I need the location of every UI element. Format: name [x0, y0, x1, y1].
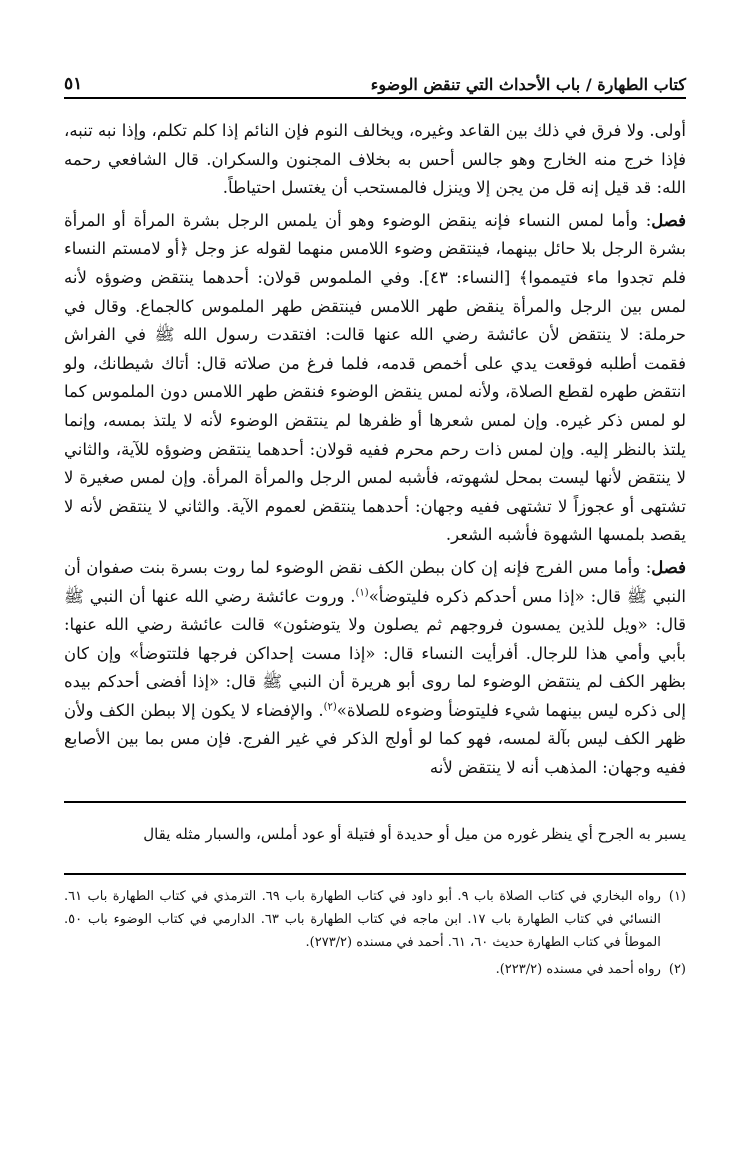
paragraph-2 — [64, 207, 686, 550]
paragraph-2-text: : وأما لمس النساء فإنه ينقض الوضوء وهو أن يلمس الرجل بشرة المرأة أو المرأة بشرة الرجل بلا حائل بينهما، فينتقض وضوء اللامس منهما لقوله عز وجل ﴿أو لامستم النساء فلم تجدوا ماء فتيمموا﴾ [النساء: ٤٣]. وفي الملموس قولان: أحدهما ينتقض وضوؤه لأنه لمس بين الرجل والمرأة ينقض طهر اللامس فينتقض طهر الملموس كالجماع. وقال في حرملة: لا ينتقض لأن عائشة رضي الله عنها قالت: افتقدت رسول الله ﷺ في الفراش فقمت أطلبه فوقعت يدي على أخمص قدمه، فلما فرغ من صلاته قال: أتاك شيطانك، ولو انتقض طهره لقطع الصلاة، ولأنه لمس ينقض الوضوء فنقض طهر اللامس دون الملموس كما لو لمس ذكر غيره. وإن لمس شعرها أو ظفرها لم ينتقض الوضوء لأنه لا يلتذ بمسه، وإنما يلتذ بالنظر إليه. وإن لمس ذات رحم محرم ففيه قولان: أحدهما ينتقض وضوؤه للآية، والثاني لا ينتقض لأنها ليست بمحل لشهوته، فأشبه لمس الرجل والمرأة المرأة. وإن لمس صغيرة لا تشتهى أو عجوزاً لا تشتهى ففيه وجهان: أحدهما ينتقض لعموم الآية. والثاني لا ينتقض لأنه لا يقصد بلمسها الشهوة فأشبه الشعر. — [64, 210, 687, 545]
book-page — [64, 68, 686, 981]
footnote-1 — [64, 885, 686, 954]
section-label: فصل — [651, 557, 686, 577]
main-text — [64, 117, 686, 783]
footnote-number: (١) — [668, 888, 686, 904]
paragraph-1: أولى. ولا فرق في ذلك بين القاعد وغيره، ويخالف النوم فإن النائم إذا كلم تكلم، وإذا نبه تنبه، فإذا خرج منه الخارج وهو جالس أحس به بخلاف المجنون والسكران. قال الشافعي رحمه الله: قد قيل إنه قل من يجن إلا وينزل فالمستحب أن يغتسل احتياطاً. — [64, 121, 686, 198]
page-number: ٥١ — [64, 74, 83, 94]
footnote-text: رواه البخاري في كتاب الصلاة باب ٩. أبو داود في كتاب الطهارة باب ٦٩. الترمذي في كتاب الطهارة باب ٦١. النسائي في كتاب الطهارة باب ١٧. ابن ماجه في كتاب الطهارة باب ٦٣. الدارمي في كتاب الوضوء باب ٥٠. الموطأ في كتاب الطهارة حديث ٦٠، ٦١. أحمد في مسنده (٢٧٣/٢). — [64, 888, 661, 950]
paragraph-3-text-c: . والإفضاء لا يكون إلا ببطن الكف ولأن ظهر الكف ليس بآلة لمسه، فهو كما لو أولج الذكر في غير الفرج. فإن مس بما بين الأصابع ففيه وجهان: المذهب أنه لا ينتقض لأنه — [64, 700, 686, 778]
paragraph-3-text-a: : وأما مس الفرج فإنه إن كان ببطن الكف نقض الوضوء لما روت بسرة بنت صفوان أن النبي ﷺ قال: «إذا مس أحدكم ذكره فليتوضأ» — [64, 557, 686, 606]
footnote-text: رواه أحمد في مسنده (٢٢٣/٢). — [495, 961, 661, 977]
divider — [64, 801, 686, 803]
footnote-divider — [64, 873, 686, 875]
footnotes — [64, 885, 686, 981]
running-header — [64, 68, 686, 99]
paragraph-3 — [64, 554, 686, 783]
section-label: فصل — [651, 210, 686, 230]
gloss-line: يسبر به الجرح أي ينظر غوره من ميل أو حديدة أو فتيلة أو عود أملس، والسبار مثله يقال — [143, 824, 686, 843]
header-title: كتاب الطهارة / باب الأحداث التي تنقض الوضوء — [370, 75, 686, 94]
footnote-number: (٢) — [668, 961, 686, 977]
footnote-2 — [64, 958, 686, 981]
footnote-ref-2[interactable]: (٢) — [323, 701, 337, 713]
paragraph-3-text-b: . وروت عائشة رضي الله عنها أن النبي ﷺ قال: «ويل للذين يمسون فروجهم ثم يصلون ولا يتوضئون» قالت عائشة رضي الله عنها: بأبي وأمي هذا للرجال. أفرأيت النساء قال: «إذا مست إحداكن فرجها فلتتوضأ» وإن كان بظهر الكف لم ينتقض الوضوء لما روى أبو هريرة أن النبي ﷺ قال: «إذا أفضى أحدكم بيده إلى ذكره ليس بينهما شيء فليتوضأ وضوءه للصلاة» — [64, 586, 687, 720]
footnote-ref-1[interactable]: (١) — [355, 587, 369, 598]
